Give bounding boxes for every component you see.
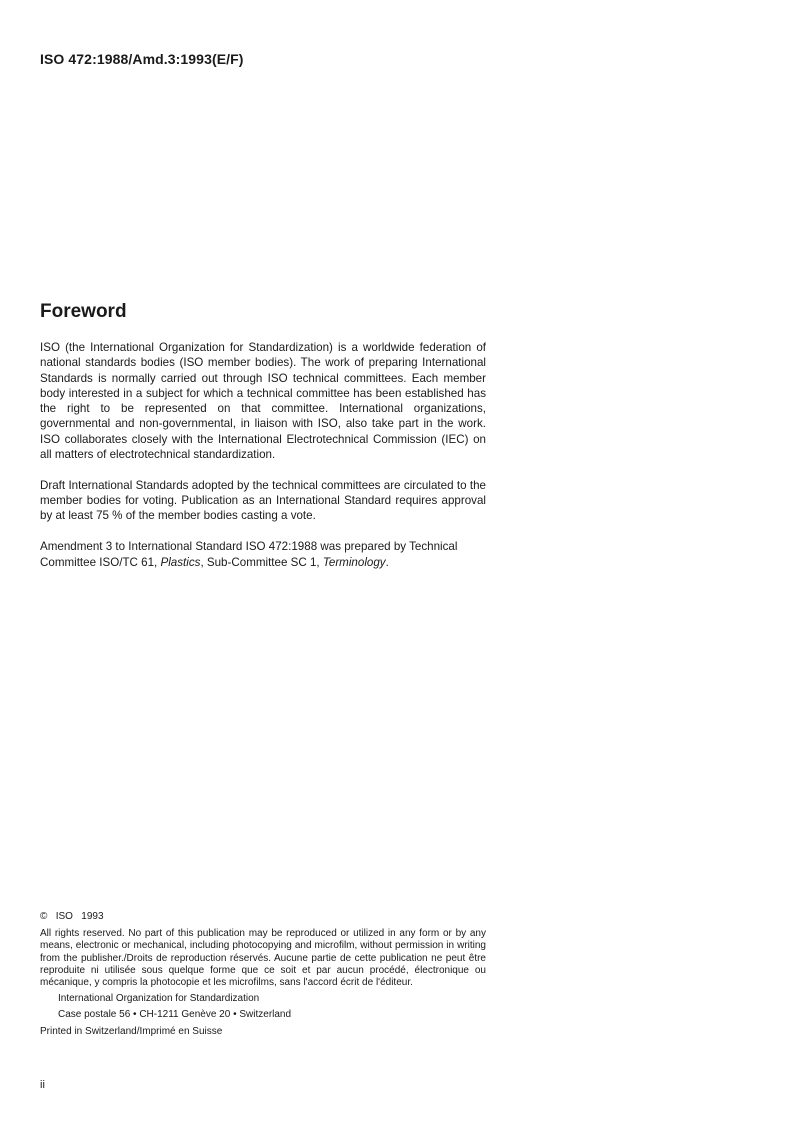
page-title: Foreword <box>40 301 127 322</box>
paragraph-iso-intro: ISO (the International Organization for Standardization) is a worldwide federation of national standards bodies (ISO member bodies). The work of preparing International Standards is normally carried out through ISO technical committees. Each member body interested in a subject for which a technical committee has been established has the right to be represented on that committee. International organizations, governmental and non-governmental, in liaison with ISO, also take part in the work. ISO collaborates closely with the International Electrotechnical Commission (IEC) on all matters of electrotechnical standardization. <box>40 341 486 462</box>
document-id: ISO 472:1988/Amd.3:1993(E/F) <box>40 51 244 67</box>
copyright-holder: ISO <box>55 911 73 922</box>
committee-name: Plastics <box>160 555 201 569</box>
copyright-year: 1993 <box>81 911 104 922</box>
subcommittee-name: Terminology <box>322 555 386 569</box>
foreword-body <box>40 340 486 585</box>
page-number: ii <box>40 1079 45 1091</box>
paragraph-draft-standards: Draft International Standards adopted by the technical committees are circulated to the member bodies for voting. Publication as an International Standard requires approval by at least 75 % of the member bodies casting a vote. <box>40 478 486 523</box>
amendment-middle: , Sub-Committee SC 1, <box>200 555 323 569</box>
amendment-prefix: Amendment 3 to International Standard ISO 472:1988 was prepared by Technical Committee ISO/TC 61, <box>40 540 458 569</box>
copyright-line <box>40 911 486 923</box>
rights-statement: All rights reserved. No part of this publication may be reproduced or utilized in any form or by any means, electronic or mechanical, including photocopying and microfilm, without permission in writing from the publisher./Droits de reproduction réservés. Aucune partie de cette publication ne peut être reproduite ni utilisée sous quelque forme que ce soit et par aucun procédé, électronique ou mécanique, y compris la photocopie et les microfilms, sans l'accord écrit de l'éditeur. <box>40 928 486 989</box>
amendment-suffix: . <box>385 555 389 569</box>
copyright-icon: © <box>40 911 48 922</box>
publisher-organization: International Organization for Standardization <box>58 993 260 1005</box>
paragraph-amendment <box>40 539 486 570</box>
copyright-block <box>40 911 486 1038</box>
printed-in: Printed in Switzerland/Imprimé en Suisse <box>40 1025 223 1037</box>
publisher-address: Case postale 56 • CH-1211 Genève 20 • Switzerland <box>58 1009 292 1021</box>
